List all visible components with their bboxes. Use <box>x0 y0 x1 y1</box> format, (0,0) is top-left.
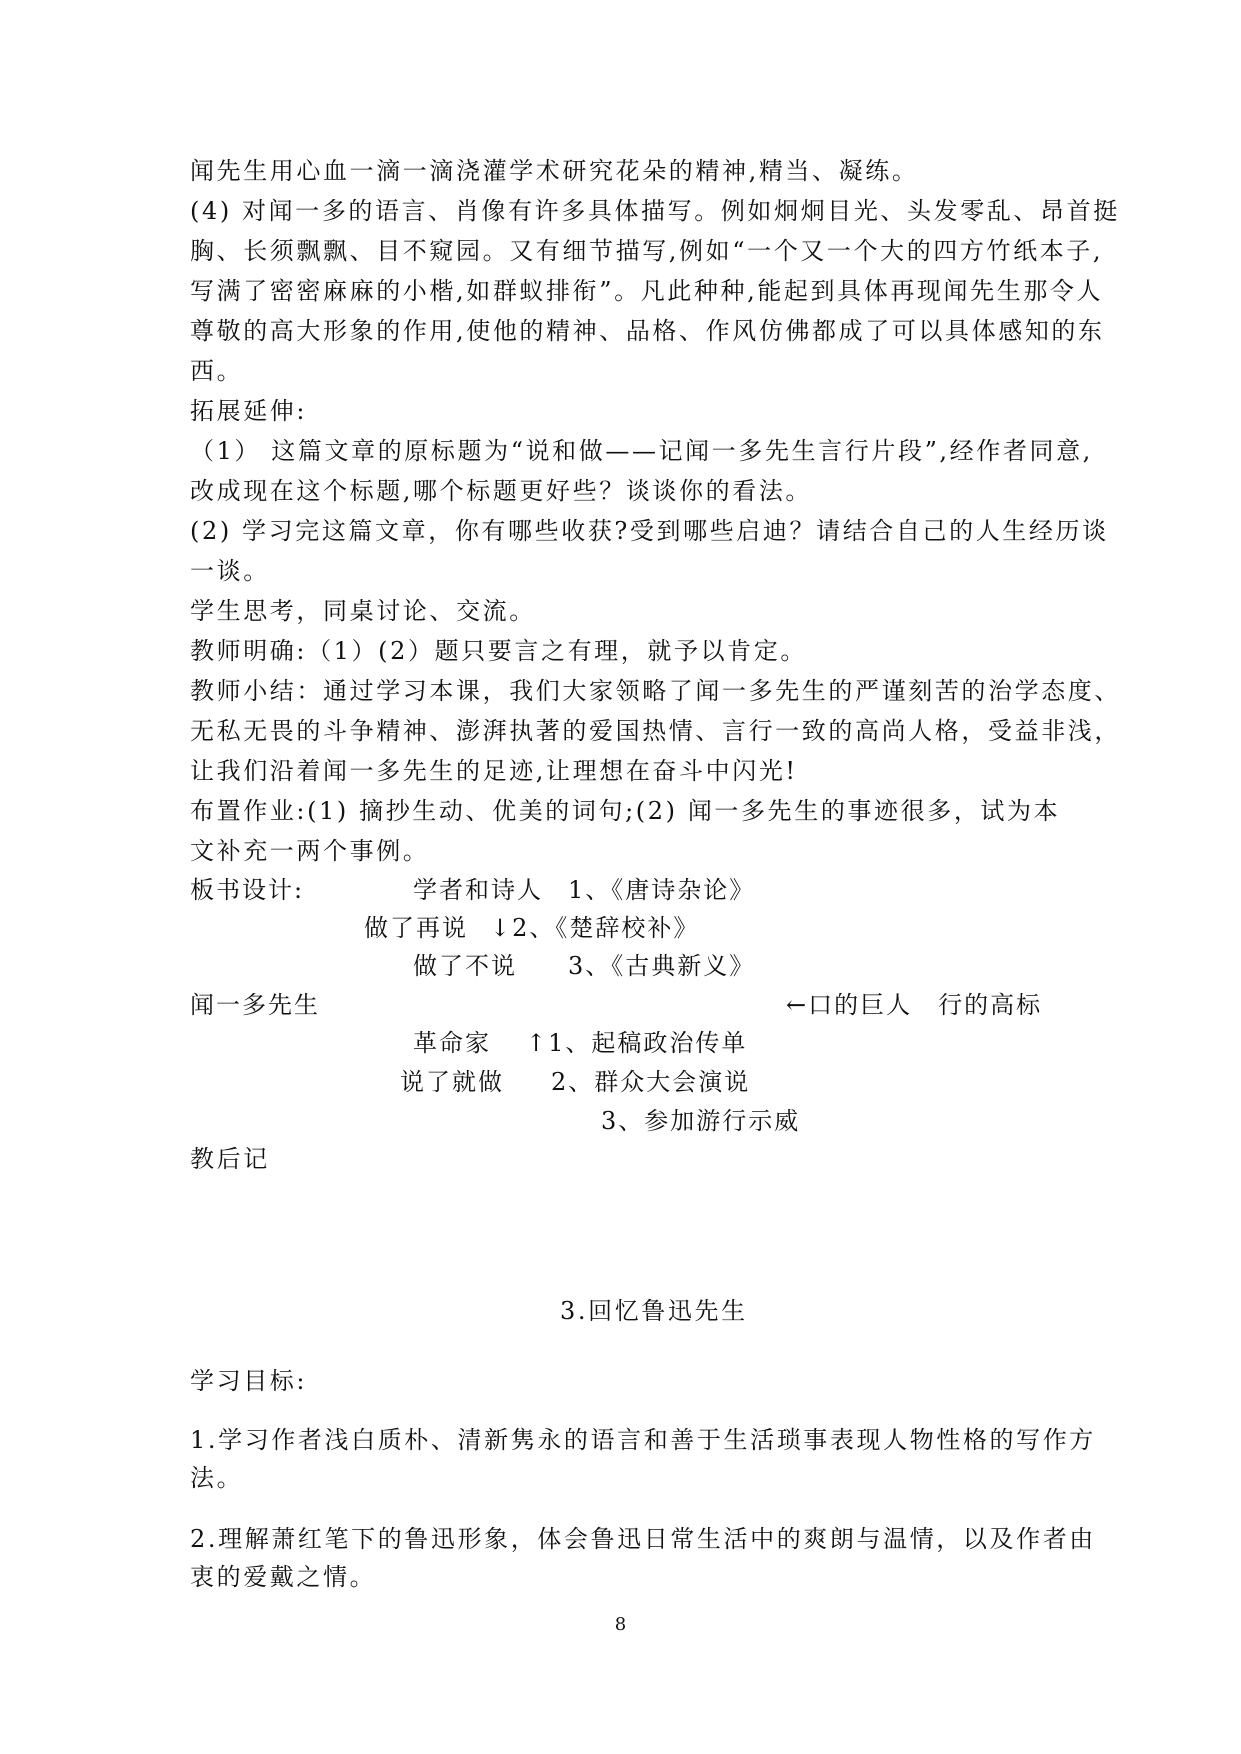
postscript-heading: 教后记 <box>190 1145 270 1173</box>
body-line: 闻先生用心血一滴一滴浇灌学术研究花朵的精神,精当、凝练。 <box>190 157 919 185</box>
board-say-then-do: 说了就做 <box>400 1068 504 1096</box>
section-title: 3.回忆鲁迅先生 <box>560 1297 748 1325</box>
board-do-not-say: 做了不说 <box>413 952 517 980</box>
board-act-3: 3、参加游行示威 <box>601 1107 801 1135</box>
body-line: 无私无畏的斗争精神、澎湃执著的爱国热情、言行一致的高尚人格，受益非浅， <box>190 717 1121 745</box>
body-line: 一谈。 <box>190 557 270 585</box>
board-book-1: 1、《唐诗杂论》 <box>568 876 756 904</box>
board-label: 板书设计: <box>190 876 305 904</box>
board-act-2: 2、群众大会演说 <box>551 1068 751 1096</box>
body-line: 学生思考，同桌讨论、交流。 <box>190 597 536 625</box>
goals-heading: 学习目标: <box>190 1367 308 1395</box>
body-line: 尊敬的高大形象的作用,使他的精神、品格、作风仿佛都成了可以具体感知的东 <box>190 317 1105 345</box>
body-line: 教师小结：通过学习本课，我们大家领略了闻一多先生的严谨刻苦的治学态度、 <box>190 677 1121 705</box>
body-line: 拓展延伸: <box>190 397 308 425</box>
body-line: 胸、长须飘飘、目不窥园。又有细节描写,例如“一个又一个大的四方竹纸本子, <box>190 237 1104 265</box>
body-line: 教师明确:（1）(2）题只要言之有理，就予以肯定。 <box>190 637 807 665</box>
goal-2-line-2: 衷的爱戴之情。 <box>190 1563 377 1591</box>
body-line: (2) 学习完这篇文章，你有哪些收获?受到哪些启迪？请结合自己的人生经历谈 <box>190 517 1109 545</box>
body-line: 写满了密密麻麻的小楷,如群蚁排衔”。凡此种种,能起到具体再现闻先生那令人 <box>190 277 1104 305</box>
board-do-then-say: 做了再说 <box>364 914 468 942</box>
body-line: 西。 <box>190 357 244 385</box>
body-line: (4) 对闻一多的语言、肖像有许多具体描写。例如炯炯目光、头发零乱、昂首挺 <box>190 197 1120 225</box>
body-line: 改成现在这个标题,哪个标题更好些？谈谈你的看法。 <box>190 477 813 505</box>
board-revolutionary: 革命家 <box>413 1029 491 1057</box>
body-line: 布置作业:(1) 摘抄生动、优美的词句;(2) 闻一多先生的事迹很多，试为本 <box>190 797 1061 825</box>
board-wen-yiduo: 闻一多先生 <box>190 991 320 1019</box>
goal-1-line-2: 法。 <box>190 1464 244 1492</box>
goal-2-line-1: 2.理解萧红笔下的鲁迅形象，体会鲁迅日常生活中的爽朗与温情，以及作者由 <box>190 1525 1096 1553</box>
board-act-1: ↑1、起稿政治传单 <box>526 1029 748 1057</box>
board-book-3: 3、《古典新义》 <box>568 952 756 980</box>
body-line: （1） 这篇文章的原标题为“说和做——记闻一多先生言行片段”,经作者同意, <box>190 437 1093 465</box>
board-scholar-poet: 学者和诗人 <box>413 876 543 904</box>
board-book-2: ↓2、《楚辞校补》 <box>490 914 700 942</box>
body-line: 文补充一两个事例。 <box>190 837 430 865</box>
body-line: 让我们沿着闻一多先生的足迹,让理想在奋斗中闪光! <box>190 757 798 785</box>
page-number: 8 <box>614 1614 627 1635</box>
goal-1-line-1: 1.学习作者浅白质朴、清新隽永的语言和善于生活琐事表现人物性格的写作方 <box>190 1426 1096 1454</box>
board-giant-of-words: ←口的巨人 行的高标 <box>786 991 1043 1019</box>
